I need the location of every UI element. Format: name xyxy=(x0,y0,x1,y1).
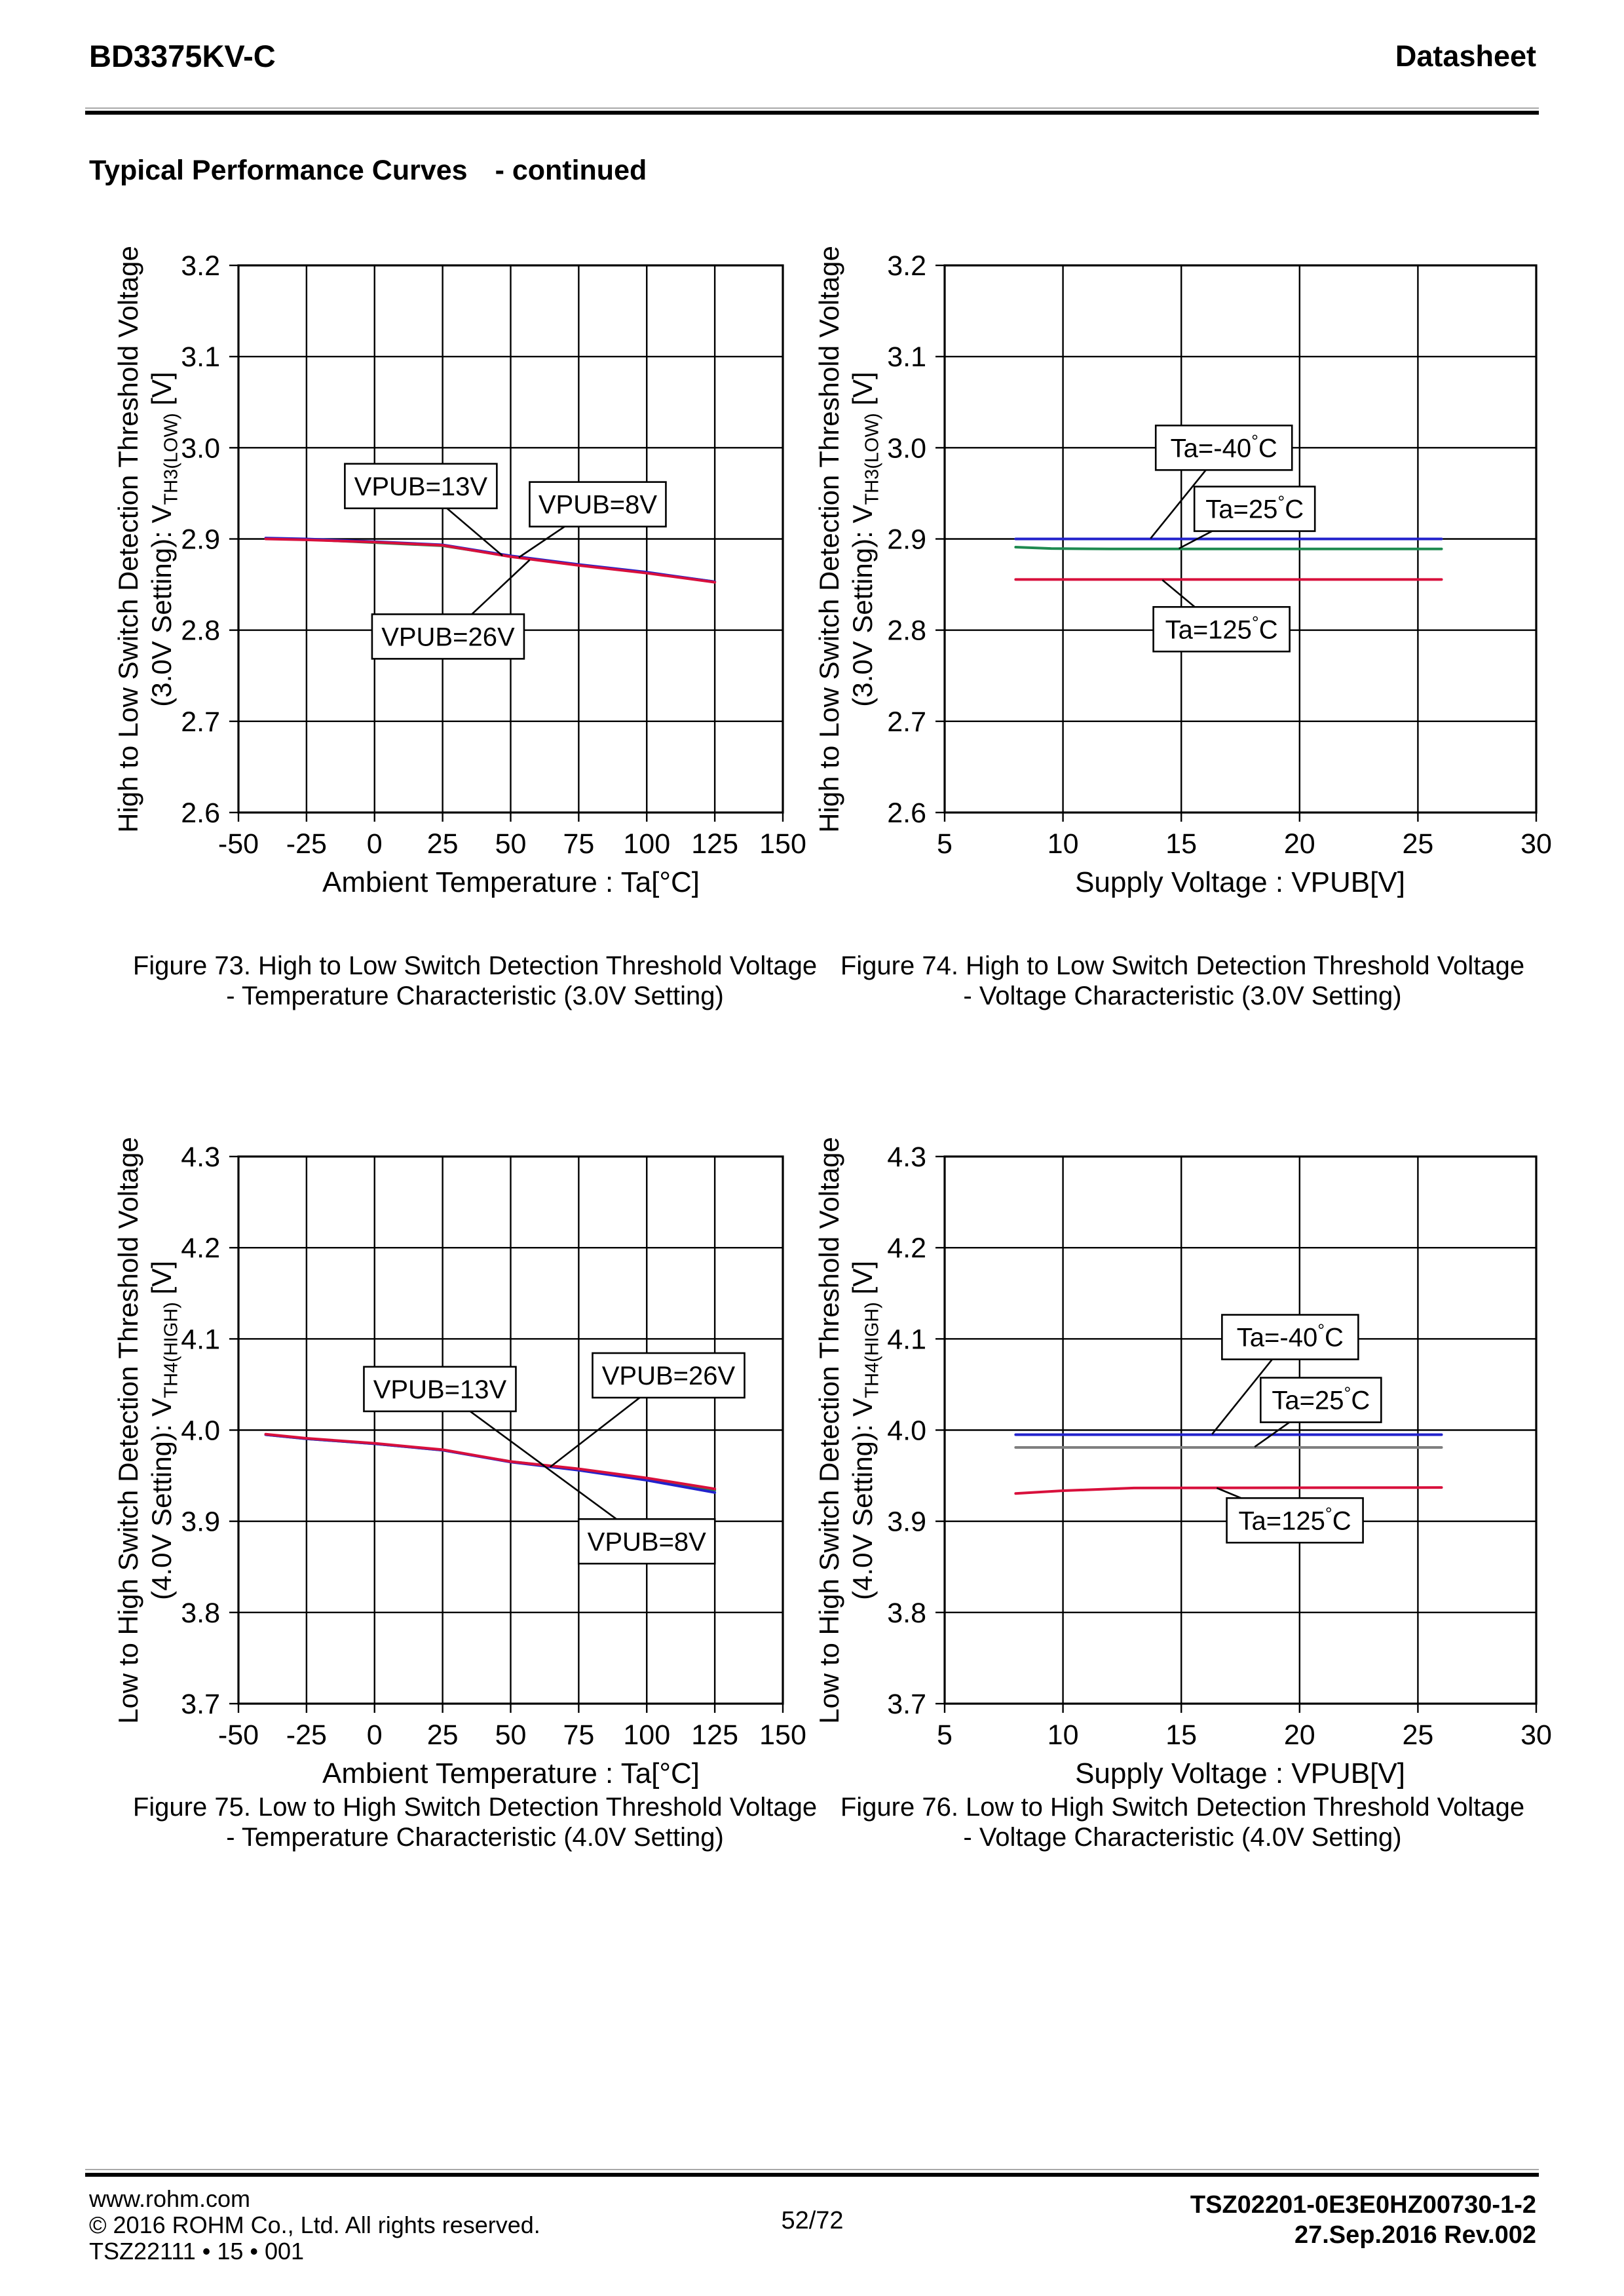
footer-revision: 27.Sep.2016 Rev.002 xyxy=(1294,2221,1536,2249)
x-tick-label: 125 xyxy=(691,1719,738,1751)
footer-copyright: © 2016 ROHM Co., Ltd. All rights reserved. xyxy=(89,2211,540,2238)
figure-75-caption-line2: - Temperature Characteristic (4.0V Setting) xyxy=(226,1823,724,1852)
y-tick-label: 2.9 xyxy=(887,524,926,556)
x-tick-label: 0 xyxy=(366,1719,383,1751)
x-tick-label: -50 xyxy=(217,828,259,860)
x-tick-label: 125 xyxy=(691,828,738,860)
y-tick-label: 3.1 xyxy=(887,341,926,373)
x-tick-label: -25 xyxy=(286,1719,327,1751)
x-tick-label: 25 xyxy=(1402,828,1434,860)
x-tick-label: 30 xyxy=(1520,828,1552,860)
footer-rule-thick xyxy=(85,2173,1539,2177)
y-tick-label: 3.0 xyxy=(887,432,926,465)
footer-page-indicator: 52/72 xyxy=(781,2207,844,2234)
y-tick-label: 2.9 xyxy=(181,524,220,556)
footer-rule-thin xyxy=(85,2169,1539,2170)
y-tick-label: 2.6 xyxy=(887,797,926,829)
x-tick-label: -50 xyxy=(217,1719,259,1751)
x-tick-label: 20 xyxy=(1283,1719,1315,1751)
figure-74-caption-line1: Figure 74. High to Low Switch Detection Threshold Voltage xyxy=(840,951,1525,980)
y-tick-label: 2.7 xyxy=(181,706,220,738)
x-tick-label: 75 xyxy=(563,828,595,860)
figure-73-caption-line2: - Temperature Characteristic (3.0V Setting) xyxy=(226,982,724,1010)
x-tick-label: 0 xyxy=(366,828,383,860)
header-rule-thin xyxy=(85,107,1539,109)
figure-76-caption-line1: Figure 76. Low to High Switch Detection Threshold Voltage xyxy=(840,1793,1525,1822)
y-tick-label: 4.2 xyxy=(181,1233,220,1265)
y-tick-label: 4.2 xyxy=(887,1233,926,1265)
y-tick-label: 3.8 xyxy=(887,1597,926,1629)
figure-75-caption-line1: Figure 75. Low to High Switch Detection Threshold Voltage xyxy=(132,1793,818,1822)
figure-76-plot xyxy=(786,1134,1612,1802)
y-tick-label: 3.0 xyxy=(181,432,220,465)
figure-76-block xyxy=(786,1134,1612,1802)
figure-73-x-axis-title: Ambient Temperature : Ta[°C] xyxy=(322,866,700,898)
callout-label: VPUB=13V xyxy=(354,472,488,501)
header-rule-thick xyxy=(85,111,1539,115)
y-tick-label: 3.9 xyxy=(887,1506,926,1538)
x-tick-label: 15 xyxy=(1165,1719,1198,1751)
x-tick-label: 50 xyxy=(495,828,527,860)
callout-label: VPUB=8V xyxy=(587,1527,706,1557)
figure-76-caption-line2: - Voltage Characteristic (4.0V Setting) xyxy=(963,1823,1402,1852)
y-tick-label: 3.2 xyxy=(887,250,926,282)
callout-label: VPUB=8V xyxy=(538,490,658,520)
y-tick-label: 4.1 xyxy=(887,1324,926,1356)
y-tick-label: 2.7 xyxy=(887,706,926,738)
figure-75-y-axis-title-line2: (4.0V Setting): $V_{TH4(HIGH)}$ [V] xyxy=(146,1261,182,1600)
y-tick-label: 3.8 xyxy=(181,1597,220,1629)
x-tick-label: 50 xyxy=(495,1719,527,1751)
x-tick-label: 25 xyxy=(426,1719,459,1751)
footer-code-line: TSZ22111 • 15 • 001 xyxy=(89,2238,305,2265)
section-title-text: Typical Performance Curves xyxy=(89,155,468,186)
callout-label: Ta=125°C xyxy=(1238,1504,1351,1536)
callout-label: Ta=25°C xyxy=(1205,492,1304,524)
figure-74-plot xyxy=(786,242,1612,911)
figure-74-y-axis-title-line1: High to Low Switch Detection Threshold Voltage xyxy=(814,246,844,833)
y-tick-label: 2.8 xyxy=(887,615,926,647)
x-tick-label: 5 xyxy=(937,828,953,860)
callout-label: VPUB=13V xyxy=(373,1375,507,1404)
y-tick-label: 2.6 xyxy=(181,797,220,829)
y-tick-label: 4.0 xyxy=(887,1415,926,1447)
y-tick-label: 3.2 xyxy=(181,250,220,282)
figure-76-y-axis-title-line2: (4.0V Setting): $V_{TH4(HIGH)}$ [V] xyxy=(847,1261,883,1600)
figure-74-y-axis-subscript: TH3(LOW) xyxy=(861,413,883,505)
footer-doc-number: TSZ02201-0E3E0HZ00730-1-2 xyxy=(1190,2191,1536,2219)
callout-label: VPUB=26V xyxy=(381,622,515,652)
figure-73-y-axis-title-line1: High to Low Switch Detection Threshold Voltage xyxy=(113,246,143,833)
callout-label: Ta=-40°C xyxy=(1236,1320,1344,1352)
x-tick-label: 10 xyxy=(1047,828,1079,860)
part-number-title: BD3375KV-C xyxy=(89,39,276,73)
y-tick-label: 2.8 xyxy=(181,615,220,647)
figure-76-x-axis-title: Supply Voltage : VPUB[V] xyxy=(1075,1757,1405,1789)
figure-74-caption-line2: - Voltage Characteristic (3.0V Setting) xyxy=(963,982,1402,1010)
figure-74-y-axis-title-line2: (3.0V Setting): $V_{TH3(LOW)}$ [V] xyxy=(847,372,883,707)
figure-73-y-axis-title-line2: (3.0V Setting): $V_{TH3(LOW)}$ [V] xyxy=(146,372,182,707)
callout-label: Ta=125°C xyxy=(1165,613,1278,645)
figure-74-block xyxy=(786,242,1612,911)
x-tick-label: 30 xyxy=(1520,1719,1552,1751)
y-tick-label: 4.3 xyxy=(181,1141,220,1173)
callout-label: VPUB=26V xyxy=(601,1362,736,1390)
x-tick-label: 20 xyxy=(1283,828,1315,860)
series-line xyxy=(1015,547,1441,549)
figure-73-y-axis-subscript: TH3(LOW) xyxy=(161,413,182,505)
section-title-suffix: - continued xyxy=(495,155,647,186)
footer-website[interactable]: www.rohm.com xyxy=(89,2185,251,2212)
y-tick-label: 3.7 xyxy=(181,1689,220,1720)
y-tick-label: 4.1 xyxy=(181,1324,220,1356)
x-tick-label: 150 xyxy=(759,828,806,860)
y-tick-label: 3.7 xyxy=(887,1689,926,1720)
x-tick-label: 100 xyxy=(623,1719,671,1751)
figure-75-x-axis-title: Ambient Temperature : Ta[°C] xyxy=(322,1757,700,1789)
x-tick-label: -25 xyxy=(286,828,327,860)
x-tick-label: 25 xyxy=(426,828,459,860)
y-tick-label: 4.0 xyxy=(181,1415,220,1447)
x-tick-label: 10 xyxy=(1047,1719,1079,1751)
figure-73-caption-line1: Figure 73. High to Low Switch Detection Threshold Voltage xyxy=(132,951,818,980)
callout-label: Ta=25°C xyxy=(1272,1383,1370,1415)
figure-75-y-axis-subscript: TH4(HIGH) xyxy=(161,1302,182,1398)
y-tick-label: 3.1 xyxy=(181,341,220,373)
figure-76-y-axis-subscript: TH4(HIGH) xyxy=(861,1302,883,1398)
callout-label: Ta=-40°C xyxy=(1170,431,1277,463)
x-tick-label: 15 xyxy=(1165,828,1198,860)
y-tick-label: 4.3 xyxy=(887,1141,926,1173)
document-type-label: Datasheet xyxy=(1395,39,1536,73)
x-tick-label: 100 xyxy=(623,828,671,860)
x-tick-label: 5 xyxy=(937,1719,953,1751)
figure-75-y-axis-title-line1: Low to High Switch Detection Threshold Voltage xyxy=(113,1137,143,1724)
figure-76-y-axis-title-line1: Low to High Switch Detection Threshold Voltage xyxy=(814,1137,844,1724)
figure-74-x-axis-title: Supply Voltage : VPUB[V] xyxy=(1075,866,1405,898)
x-tick-label: 25 xyxy=(1402,1719,1434,1751)
x-tick-label: 150 xyxy=(759,1719,806,1751)
y-tick-label: 3.9 xyxy=(181,1506,220,1538)
x-tick-label: 75 xyxy=(563,1719,595,1751)
